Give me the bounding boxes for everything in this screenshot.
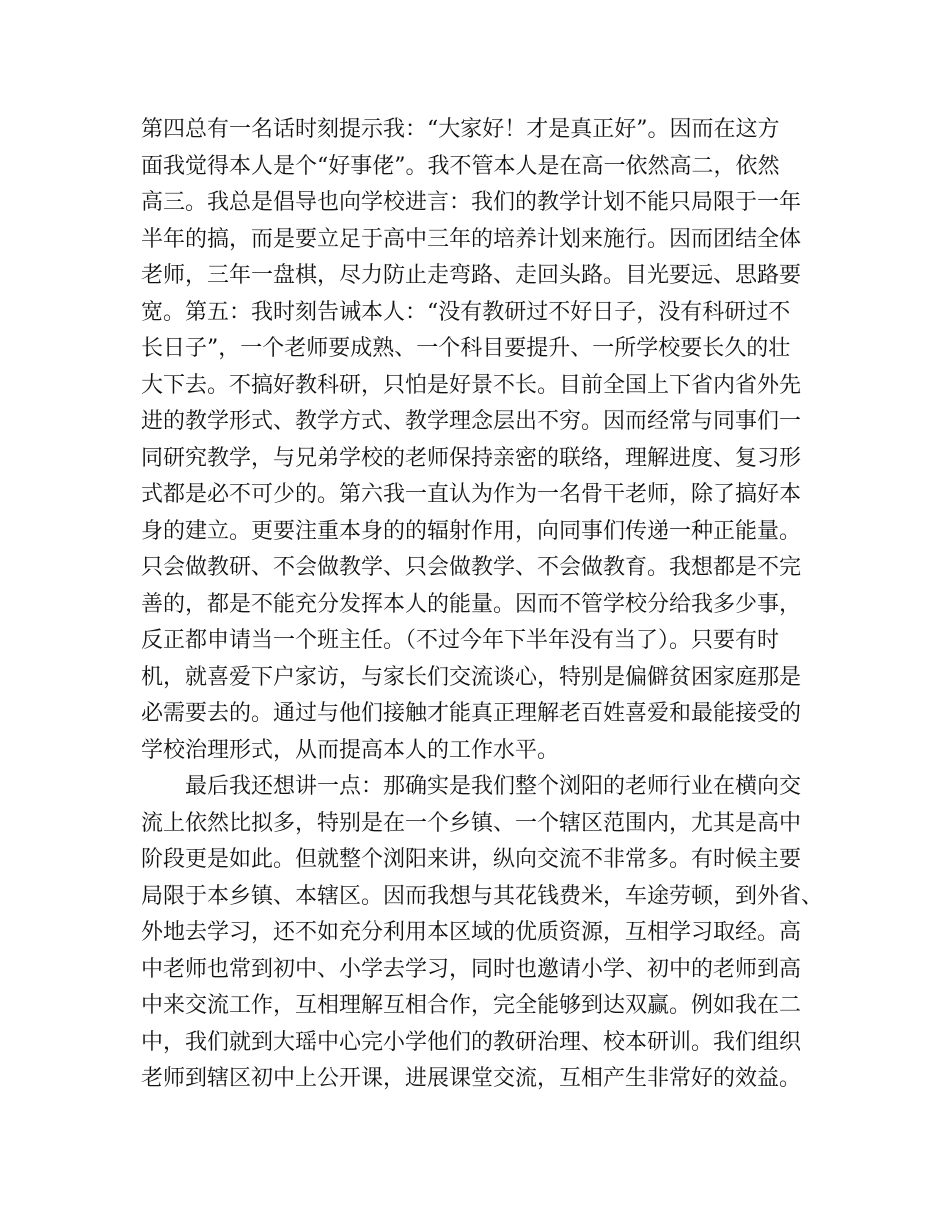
text-line: 中来交流工作，互相理解互相合作，完全能够到达双赢。例如我在二 — [141, 993, 802, 1018]
text-line: 外地去学习，还不如充分利用本区域的优质资源，互相学习取经。高 — [141, 920, 802, 945]
text-line: 老师到辖区初中上公开课，进展课堂交流，互相产生非常好的效益。 — [141, 1066, 802, 1091]
text-line: 式都是必不可少的。第六我一直认为作为一名骨干老师，除了搞好本 — [141, 482, 802, 507]
text-line: 只会做教研、不会做教学、只会做教学、不会做教育。我想都是不完 — [141, 555, 802, 580]
text-line: 高三。我总是倡导也向学校进言：我们的教学计划不能只局限于一年 — [141, 190, 802, 215]
text-line: 中，我们就到大瑶中心完小学他们的教研治理、校本研训。我们组织 — [141, 1029, 802, 1055]
text-line: 学校治理形式，从而提高本人的工作水平。 — [141, 737, 560, 763]
text-line: 进的教学形式、教学方式、教学理念层出不穷。因而经常与同事们一 — [141, 409, 802, 434]
text-line: 最后我还想讲一点：那确实是我们整个浏阳的老师行业在横向交 — [185, 774, 802, 799]
text-line: 善的，都是不能充分发挥本人的能量。因而不管学校分给我多少事， — [141, 591, 802, 617]
text-line: 面我觉得本人是个“好事佬”。我不管本人是在高一依然高二，依然 — [141, 153, 780, 179]
text-line: 反正都申请当一个班主任。（不过今年下半年没有当了）。只要有时 — [141, 628, 780, 653]
text-line: 大下去。不搞好教科研，只怕是好景不长。目前全国上下省内省外先 — [141, 372, 802, 398]
text-line: 宽。第五：我时刻告诫本人：“没有教研过不好日子，没有科研过不 — [141, 299, 791, 325]
text-line: 中老师也常到初中、小学去学习，同时也邀请小学、初中的老师到高 — [141, 956, 802, 982]
text-line: 长日子”，一个老师要成熟、一个科目要提升、一所学校要长久的壮 — [141, 336, 791, 361]
text-line: 必需要去的。通过与他们接触才能真正理解老百姓喜爱和最能接受的 — [141, 701, 802, 726]
text-line: 流上依然比拟多，特别是在一个乡镇、一个辖区范围内，尤其是高中 — [141, 810, 802, 836]
text-line: 同研究教学，与兄弟学校的老师保持亲密的联络，理解进度、复习形 — [141, 445, 802, 471]
text-line: 半年的搞，而是要立足于高中三年的培养计划来施行。因而团结全体 — [141, 226, 802, 252]
text-line: 局限于本乡镇、本辖区。因而我想与其花钱费米，车途劳顿，到外省、 — [141, 883, 824, 909]
text-line: 身的建立。更要注重本身的的辐射作用，向同事们传递一种正能量。 — [141, 518, 802, 544]
text-line: 阶段更是如此。但就整个浏阳来讲，纵向交流不非常多。有时候主要 — [141, 847, 802, 872]
text-line: 机，就喜爱下户家访，与家长们交流谈心，特别是偏僻贫困家庭那是 — [141, 664, 802, 690]
text-line: 老师，三年一盘棋，尽力防止走弯路、走回头路。目光要远、思路要 — [141, 263, 802, 288]
text-line: 第四总有一名话时刻提示我：“大家好！才是真正好”。因而在这方 — [141, 117, 780, 142]
body-text — [141, 112, 824, 1098]
